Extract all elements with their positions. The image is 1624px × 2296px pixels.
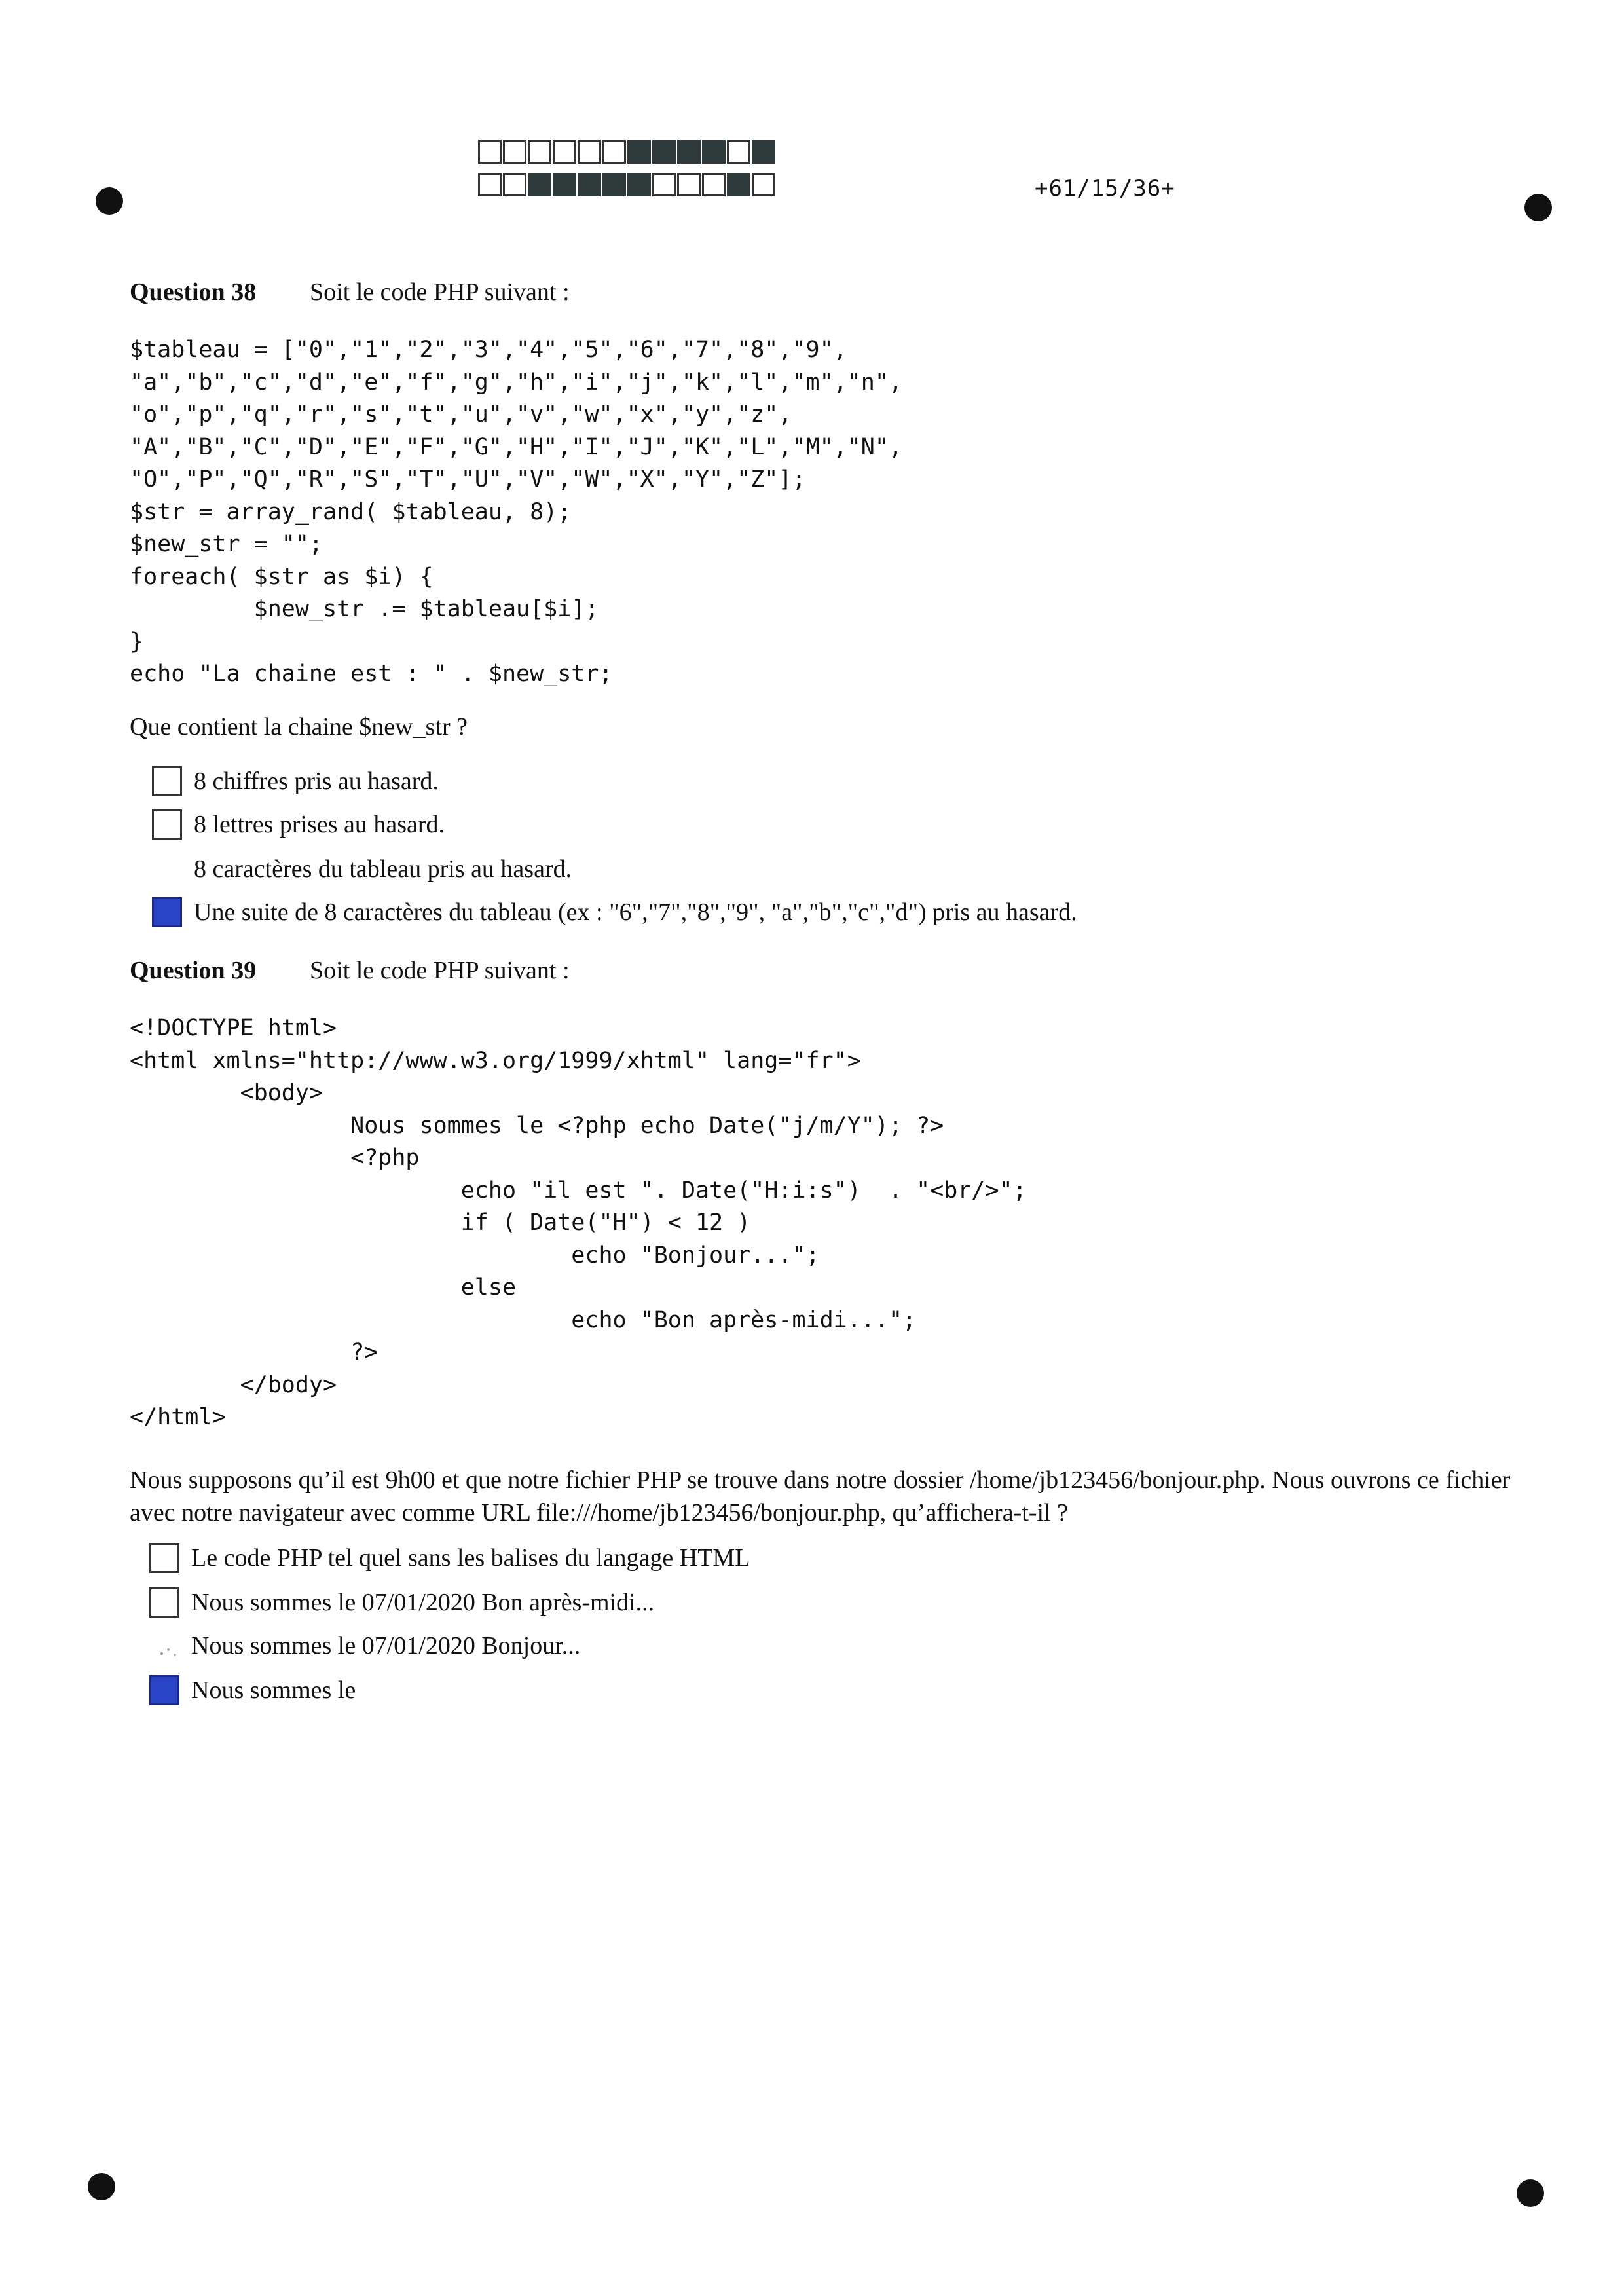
question-39-text: Nous supposons qu’il est 9h00 et que notre fichier PHP se trouve dans notre dossier /home/jb123456/bonjour.php. Nous ouvrons ce fichier avec notre navigateur avec comme URL file:///home/jb123456/bonjour.php, qu’affichera-t-il ? — [130, 1466, 1511, 1527]
registration-mark-top-left — [96, 187, 123, 215]
option-label: Nous sommes le — [191, 1676, 356, 1704]
question-38-code: $tableau = ["0","1","2","3","4","5","6","7","8","9", "a","b","c","d","e","f","g","h","i","j","k","l","m","n", "o","p","q","r","s","t","u","v","w","x","y","z", "A","B","C","D","E","F","G","H","I","J","K","L","M","N", "O","P","Q","R","S","T","U","V","W","X","Y","Z"]; $str = array_rand( $tableau, 8); $new_str = ""; foreach( $str as $i) { $new_str .= $tableau[$i]; } echo "La chaine est : " . $new_str; — [130, 337, 903, 687]
option-label: Le code PHP tel quel sans les balises du langage HTML — [191, 1544, 750, 1572]
registration-mark-bottom-left — [88, 2173, 115, 2200]
answer-checkbox-erased[interactable] — [149, 1631, 179, 1661]
question-38-text: Que contient la chaine $new_str ? — [130, 713, 468, 741]
page-id: +61/15/36+ — [1035, 176, 1175, 202]
q38-option-1[interactable] — [152, 766, 439, 796]
page-barcode-row-1 — [478, 140, 777, 164]
q38-option-3[interactable] — [152, 854, 572, 884]
registration-mark-top-right — [1524, 194, 1552, 221]
question-prompt: Soit le code PHP suivant : — [310, 278, 570, 306]
answer-checkbox[interactable] — [149, 1543, 179, 1573]
q38-option-2[interactable] — [152, 809, 445, 840]
q39-option-2[interactable] — [149, 1587, 654, 1618]
answer-checkbox-ticked[interactable] — [149, 1675, 179, 1705]
question-39-code: <!DOCTYPE html> <html xmlns="http://www.w3.org/1999/xhtml" lang="fr"> <body> Nous sommes le <?php echo Date("j/m/Y"); ?> <?php echo "il est ". Date("H:i:s") . "<br/>"; if ( Date("H") < 12 ) echo "Bonjour..."; else echo "Bon après-midi..."; ?> </body> </html> — [130, 1015, 1027, 1430]
registration-mark-bottom-right — [1517, 2179, 1544, 2207]
question-39-heading — [130, 956, 570, 985]
option-label: 8 lettres prises au hasard. — [194, 811, 445, 838]
option-label: 8 caractères du tableau pris au hasard. — [194, 855, 572, 883]
question-number: Question 39 — [130, 957, 257, 984]
option-label: Nous sommes le 07/01/2020 Bonjour... — [191, 1632, 581, 1659]
q39-option-4[interactable] — [149, 1675, 356, 1705]
answer-checkbox[interactable] — [152, 809, 182, 840]
question-prompt: Soit le code PHP suivant : — [310, 957, 570, 984]
answer-checkbox-ticked[interactable] — [152, 897, 182, 927]
q38-option-4[interactable] — [152, 897, 1077, 927]
q39-option-3[interactable] — [149, 1631, 580, 1661]
question-38-heading — [130, 278, 570, 306]
question-number: Question 38 — [130, 278, 257, 306]
answer-checkbox[interactable] — [152, 766, 182, 796]
answer-checkbox-erased[interactable] — [152, 854, 182, 884]
answer-checkbox[interactable] — [149, 1587, 179, 1618]
page-barcode-row-2 — [478, 173, 777, 196]
option-label: Une suite de 8 caractères du tableau (ex : "6","7","8","9", "a","b","c","d") pris au hasard. — [194, 898, 1077, 926]
q39-option-1[interactable] — [149, 1543, 750, 1573]
option-label: Nous sommes le 07/01/2020 Bon après-midi... — [191, 1589, 655, 1616]
option-label: 8 chiffres pris au hasard. — [194, 768, 439, 795]
